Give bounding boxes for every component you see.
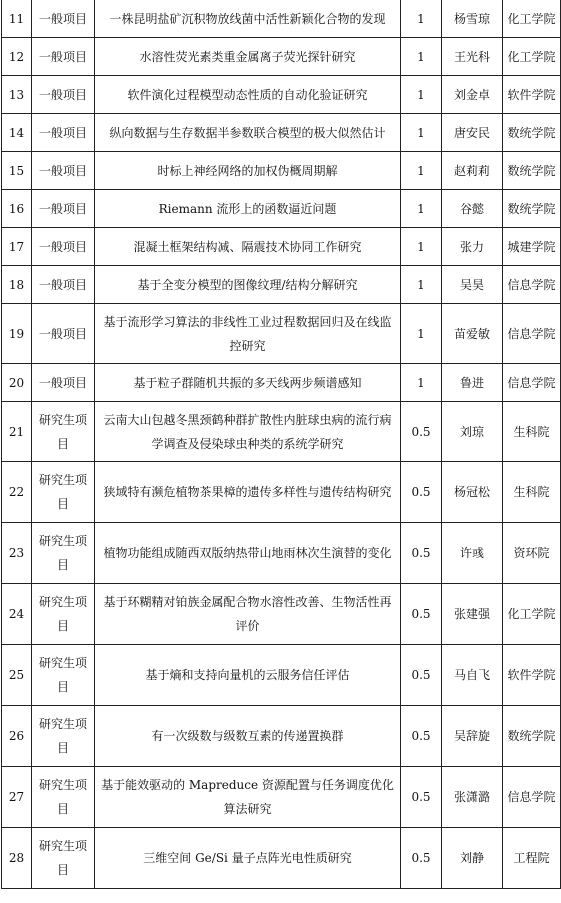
project-title-cell: 混凝土框架结构减、隔震技术协同工作研究 bbox=[95, 228, 401, 266]
project-type-cell: 研究生项目 bbox=[32, 462, 95, 523]
college-cell: 化工学院 bbox=[503, 584, 561, 645]
funding-cell: 1 bbox=[401, 266, 442, 304]
table-row bbox=[2, 523, 561, 584]
table-row bbox=[2, 190, 561, 228]
project-type-cell: 一般项目 bbox=[32, 114, 95, 152]
project-leader-cell: 张力 bbox=[442, 228, 503, 266]
table-row bbox=[2, 706, 561, 767]
table-row bbox=[2, 38, 561, 76]
project-table bbox=[1, 0, 561, 889]
college-cell: 资环院 bbox=[503, 523, 561, 584]
table-row bbox=[2, 828, 561, 889]
project-leader-cell: 许彧 bbox=[442, 523, 503, 584]
funding-cell: 1 bbox=[401, 76, 442, 114]
project-title-cell: 植物功能组成随西双版纳热带山地雨林次生演替的变化 bbox=[95, 523, 401, 584]
project-type-cell: 研究生项目 bbox=[32, 706, 95, 767]
funding-cell: 0.5 bbox=[401, 584, 442, 645]
project-leader-cell: 赵莉莉 bbox=[442, 152, 503, 190]
college-cell: 生科院 bbox=[503, 402, 561, 462]
project-title-cell: 纵向数据与生存数据半参数联合模型的极大似然估计 bbox=[95, 114, 401, 152]
row-number-cell: 21 bbox=[2, 402, 32, 462]
table-row bbox=[2, 645, 561, 706]
project-leader-cell: 马自飞 bbox=[442, 645, 503, 706]
college-cell: 信息学院 bbox=[503, 266, 561, 304]
project-leader-cell: 刘琼 bbox=[442, 402, 503, 462]
funding-cell: 0.5 bbox=[401, 706, 442, 767]
project-title-cell: 三维空间 Ge/Si 量子点阵光电性质研究 bbox=[95, 828, 401, 889]
project-type-cell: 一般项目 bbox=[32, 364, 95, 402]
row-number-cell: 25 bbox=[2, 645, 32, 706]
funding-cell: 1 bbox=[401, 190, 442, 228]
table-row bbox=[2, 767, 561, 828]
table-row bbox=[2, 402, 561, 462]
project-title-cell: 云南大山包越冬黑颈鹤种群扩散性内脏球虫病的流行病学调查及侵染球虫种类的系统学研究 bbox=[95, 402, 401, 462]
funding-cell: 1 bbox=[401, 152, 442, 190]
project-leader-cell: 杨雪琼 bbox=[442, 0, 503, 38]
row-number-cell: 12 bbox=[2, 38, 32, 76]
college-cell: 数统学院 bbox=[503, 190, 561, 228]
college-cell: 化工学院 bbox=[503, 38, 561, 76]
project-leader-cell: 吴昊 bbox=[442, 266, 503, 304]
project-type-cell: 研究生项目 bbox=[32, 523, 95, 584]
funding-cell: 0.5 bbox=[401, 828, 442, 889]
project-leader-cell: 刘静 bbox=[442, 828, 503, 889]
project-leader-cell: 唐安民 bbox=[442, 114, 503, 152]
college-cell: 工程院 bbox=[503, 828, 561, 889]
college-cell: 信息学院 bbox=[503, 364, 561, 402]
row-number-cell: 28 bbox=[2, 828, 32, 889]
funding-cell: 0.5 bbox=[401, 462, 442, 523]
row-number-cell: 15 bbox=[2, 152, 32, 190]
table-row bbox=[2, 462, 561, 523]
table-row bbox=[2, 114, 561, 152]
project-title-cell: 基于粒子群随机共振的多天线两步频谱感知 bbox=[95, 364, 401, 402]
college-cell: 数统学院 bbox=[503, 706, 561, 767]
college-cell: 软件学院 bbox=[503, 76, 561, 114]
row-number-cell: 22 bbox=[2, 462, 32, 523]
project-title-cell: 基于流形学习算法的非线性工业过程数据回归及在线监控研究 bbox=[95, 304, 401, 364]
row-number-cell: 14 bbox=[2, 114, 32, 152]
row-number-cell: 16 bbox=[2, 190, 32, 228]
project-type-cell: 研究生项目 bbox=[32, 584, 95, 645]
project-title-cell: 基于环糊精对铂族金属配合物水溶性改善、生物活性再评价 bbox=[95, 584, 401, 645]
college-cell: 信息学院 bbox=[503, 767, 561, 828]
funding-cell: 1 bbox=[401, 0, 442, 38]
college-cell: 数统学院 bbox=[503, 114, 561, 152]
project-title-cell: 基于全变分模型的图像纹理/结构分解研究 bbox=[95, 266, 401, 304]
table-row bbox=[2, 364, 561, 402]
table-row bbox=[2, 152, 561, 190]
funding-cell: 0.5 bbox=[401, 645, 442, 706]
row-number-cell: 27 bbox=[2, 767, 32, 828]
table-row bbox=[2, 228, 561, 266]
table-row bbox=[2, 266, 561, 304]
project-leader-cell: 吴辞旋 bbox=[442, 706, 503, 767]
project-type-cell: 研究生项目 bbox=[32, 645, 95, 706]
project-leader-cell: 刘金卓 bbox=[442, 76, 503, 114]
funding-cell: 1 bbox=[401, 38, 442, 76]
table-row bbox=[2, 0, 561, 38]
table-row bbox=[2, 76, 561, 114]
project-type-cell: 研究生项目 bbox=[32, 402, 95, 462]
college-cell: 信息学院 bbox=[503, 304, 561, 364]
project-leader-cell: 张潇潞 bbox=[442, 767, 503, 828]
row-number-cell: 24 bbox=[2, 584, 32, 645]
funding-cell: 1 bbox=[401, 304, 442, 364]
project-type-cell: 一般项目 bbox=[32, 76, 95, 114]
project-title-cell: 一株昆明盐矿沉积物放线菌中活性新颖化合物的发现 bbox=[95, 0, 401, 38]
row-number-cell: 20 bbox=[2, 364, 32, 402]
college-cell: 软件学院 bbox=[503, 645, 561, 706]
funding-cell: 0.5 bbox=[401, 523, 442, 584]
row-number-cell: 23 bbox=[2, 523, 32, 584]
project-type-cell: 一般项目 bbox=[32, 0, 95, 38]
funding-cell: 0.5 bbox=[401, 767, 442, 828]
project-title-cell: 时标上神经网络的加权伪概周期解 bbox=[95, 152, 401, 190]
project-title-cell: 基于熵和支持向量机的云服务信任评估 bbox=[95, 645, 401, 706]
college-cell: 数统学院 bbox=[503, 152, 561, 190]
funding-cell: 1 bbox=[401, 114, 442, 152]
project-leader-cell: 鲁进 bbox=[442, 364, 503, 402]
table-row bbox=[2, 304, 561, 364]
project-title-cell: 水溶性荧光素类重金属离子荧光探针研究 bbox=[95, 38, 401, 76]
project-title-cell: Riemann 流形上的函数逼近问题 bbox=[95, 190, 401, 228]
college-cell: 生科院 bbox=[503, 462, 561, 523]
college-cell: 城建学院 bbox=[503, 228, 561, 266]
project-type-cell: 研究生项目 bbox=[32, 767, 95, 828]
project-type-cell: 一般项目 bbox=[32, 228, 95, 266]
project-title-cell: 基于能效驱动的 Mapreduce 资源配置与任务调度优化算法研究 bbox=[95, 767, 401, 828]
row-number-cell: 19 bbox=[2, 304, 32, 364]
row-number-cell: 11 bbox=[2, 0, 32, 38]
table-row bbox=[2, 584, 561, 645]
project-type-cell: 研究生项目 bbox=[32, 828, 95, 889]
funding-cell: 1 bbox=[401, 364, 442, 402]
project-type-cell: 一般项目 bbox=[32, 38, 95, 76]
project-type-cell: 一般项目 bbox=[32, 304, 95, 364]
project-leader-cell: 谷懿 bbox=[442, 190, 503, 228]
project-leader-cell: 王光科 bbox=[442, 38, 503, 76]
project-title-cell: 有一次级数与级数互素的传递置换群 bbox=[95, 706, 401, 767]
funding-cell: 1 bbox=[401, 228, 442, 266]
project-title-cell: 软件演化过程模型动态性质的自动化验证研究 bbox=[95, 76, 401, 114]
college-cell: 化工学院 bbox=[503, 0, 561, 38]
project-type-cell: 一般项目 bbox=[32, 190, 95, 228]
project-type-cell: 一般项目 bbox=[32, 266, 95, 304]
project-leader-cell: 杨冠松 bbox=[442, 462, 503, 523]
project-leader-cell: 苗爱敏 bbox=[442, 304, 503, 364]
row-number-cell: 18 bbox=[2, 266, 32, 304]
project-table-body bbox=[2, 0, 561, 889]
funding-cell: 0.5 bbox=[401, 402, 442, 462]
project-type-cell: 一般项目 bbox=[32, 152, 95, 190]
row-number-cell: 26 bbox=[2, 706, 32, 767]
project-leader-cell: 张建强 bbox=[442, 584, 503, 645]
row-number-cell: 13 bbox=[2, 76, 32, 114]
row-number-cell: 17 bbox=[2, 228, 32, 266]
project-title-cell: 狭域特有濒危植物茶果樟的遗传多样性与遗传结构研究 bbox=[95, 462, 401, 523]
